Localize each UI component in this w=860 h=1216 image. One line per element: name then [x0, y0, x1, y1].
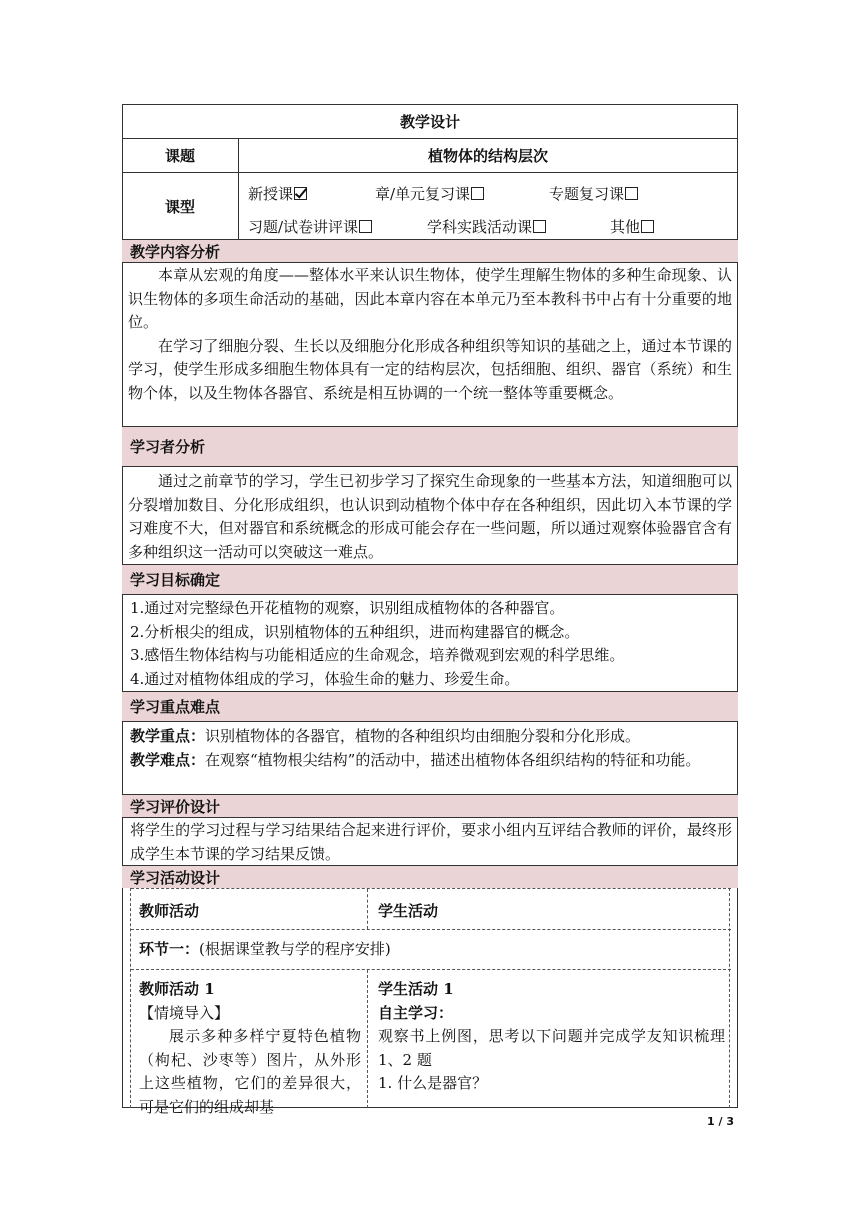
objective-item: 3.感悟生物体结构与功能相适应的生命观念，培养微观到宏观的科学思维。 [130, 646, 625, 664]
student-activity-subtitle: 自主学习： [378, 1003, 454, 1022]
student-activity-title: 学生活动 1 [378, 980, 454, 998]
paragraph: 将学生的学习过程与学习结果结合起来进行评价，要求小组内互评结合教师的评价，最终形成学生本节课的学习结果反馈。 [130, 821, 732, 863]
objective-item: 1.通过对完整绿色开花植物的观察，识别组成植物体的各种器官。 [130, 599, 565, 617]
activity-detail-row [131, 970, 731, 1116]
course-type-label: 课型 [122, 173, 239, 239]
section-heading-evaluation: 学习评价设计 [122, 795, 738, 818]
course-type-option-label: 学科实践活动课 [427, 218, 533, 236]
teacher-activity-cell [131, 970, 368, 1116]
student-activity-cell [368, 970, 731, 1108]
teacher-activity-text: 展示多种多样宁夏特色植物（枸杞、沙枣等）图片，从外形上这些植物，它们的差异很大，可是它们的组成却基 [139, 1027, 361, 1116]
page-number: 1 / 3 [707, 1115, 734, 1128]
section-heading-key-points: 学习重点难点 [122, 692, 738, 722]
paragraph: 本章从宏观的角度——整体水平来认识生物体，使学生理解生物体的多种生命现象、认识生物体的多项生命活动的基础，因此本章内容在本单元乃至本教科书中占有十分重要的地位。 [128, 266, 732, 331]
teacher-activity-title: 教师活动 1 [139, 980, 215, 998]
checkbox-icon[interactable] [533, 220, 546, 233]
course-type-option[interactable] [248, 216, 372, 237]
difficulty-text: 在观察“植物根尖结构”的活动中，描述出植物体各组织结构的特征和功能。 [205, 750, 701, 769]
course-type-option-label: 习题/试卷讲评课 [248, 218, 359, 236]
course-type-option[interactable] [610, 216, 654, 237]
activity-table [130, 888, 730, 1116]
activity-stage-row [131, 930, 731, 970]
course-type-options [238, 173, 738, 239]
section-body-learner-analysis [122, 467, 738, 565]
focus-text: 识别植物体的各器官，植物的各种组织均由细胞分裂和分化形成。 [205, 727, 641, 745]
topic-value: 植物体的结构层次 [427, 147, 548, 165]
teacher-activity-subtitle: 【情境导入】 [139, 1003, 230, 1022]
student-activity-question: 1. 什么是器官？ [378, 1074, 488, 1092]
course-type-option-label: 新授课 [248, 185, 294, 203]
student-activity-header: 学生活动 [378, 902, 439, 920]
checkbox-checked-icon[interactable] [294, 187, 307, 200]
activity-header-row [131, 888, 731, 930]
checkbox-icon[interactable] [471, 187, 484, 200]
section-heading-objectives: 学习目标确定 [122, 565, 738, 595]
paragraph: 在学习了细胞分裂、生长以及细胞分化形成各种组织等知识的基础之上，通过本节课的学习，使学生形成多细胞生物体具有一定的结构层次，包括细胞、组织、器官（系统）和生物个体，以及生物体各器官、系统是相互协调的一个统一整体等重要概念。 [128, 336, 732, 402]
course-type-option[interactable] [375, 183, 484, 204]
doc-title: 教学设计 [122, 104, 738, 139]
teacher-activity-header: 教师活动 [131, 889, 368, 929]
student-activity-text: 观察书上例图，思考以下问题并完成学友知识梳理 1、2 题 [378, 1027, 725, 1069]
section-heading-content-analysis: 教学内容分析 [122, 240, 738, 263]
course-type-row [122, 173, 738, 240]
checkbox-icon[interactable] [359, 220, 372, 233]
stage-label: 环节一：(根据课堂教与学的程序安排) [139, 940, 391, 958]
course-type-option-label: 其他 [610, 218, 641, 236]
topic-label: 课题 [122, 139, 239, 172]
section-body-evaluation [122, 818, 738, 866]
course-type-option[interactable] [549, 183, 638, 204]
objective-item: 2.分析根尖的组成，识别植物体的五种组织，进而构建器官的概念。 [130, 622, 580, 641]
difficulty-label: 教学难点： [130, 750, 206, 769]
course-type-option[interactable] [248, 183, 307, 204]
paragraph: 通过之前章节的学习，学生已初步学习了探究生命现象的一些基本方法，知道细胞可以分裂增加数目、分化形成组织，也认识到动植物个体中存在各种组织，因此切入本节课的学习难度不大，但对器官和系统概念的形成可能会存在一些问题，所以通过观察体验器官含有多种组织这一活动可以突破这一难点。 [128, 472, 732, 561]
course-type-option[interactable] [427, 216, 546, 237]
checkbox-icon[interactable] [625, 187, 638, 200]
section-body-key-points [122, 722, 738, 795]
difficulty-line [130, 749, 732, 773]
section-heading-learner-analysis: 学习者分析 [122, 427, 738, 467]
course-type-option-label: 章/单元复习课 [375, 185, 471, 203]
section-body-content-analysis [122, 263, 738, 427]
objective-item: 4.通过对植物体组成的学习，体验生命的魅力、珍爱生命。 [130, 669, 520, 688]
topic-row [122, 139, 738, 173]
section-heading-activities: 学习活动设计 [122, 866, 738, 888]
checkbox-icon[interactable] [641, 220, 654, 233]
focus-line [130, 725, 732, 749]
course-type-option-label: 专题复习课 [549, 185, 625, 203]
section-body-objectives [122, 595, 738, 692]
focus-label: 教学重点： [130, 727, 206, 745]
